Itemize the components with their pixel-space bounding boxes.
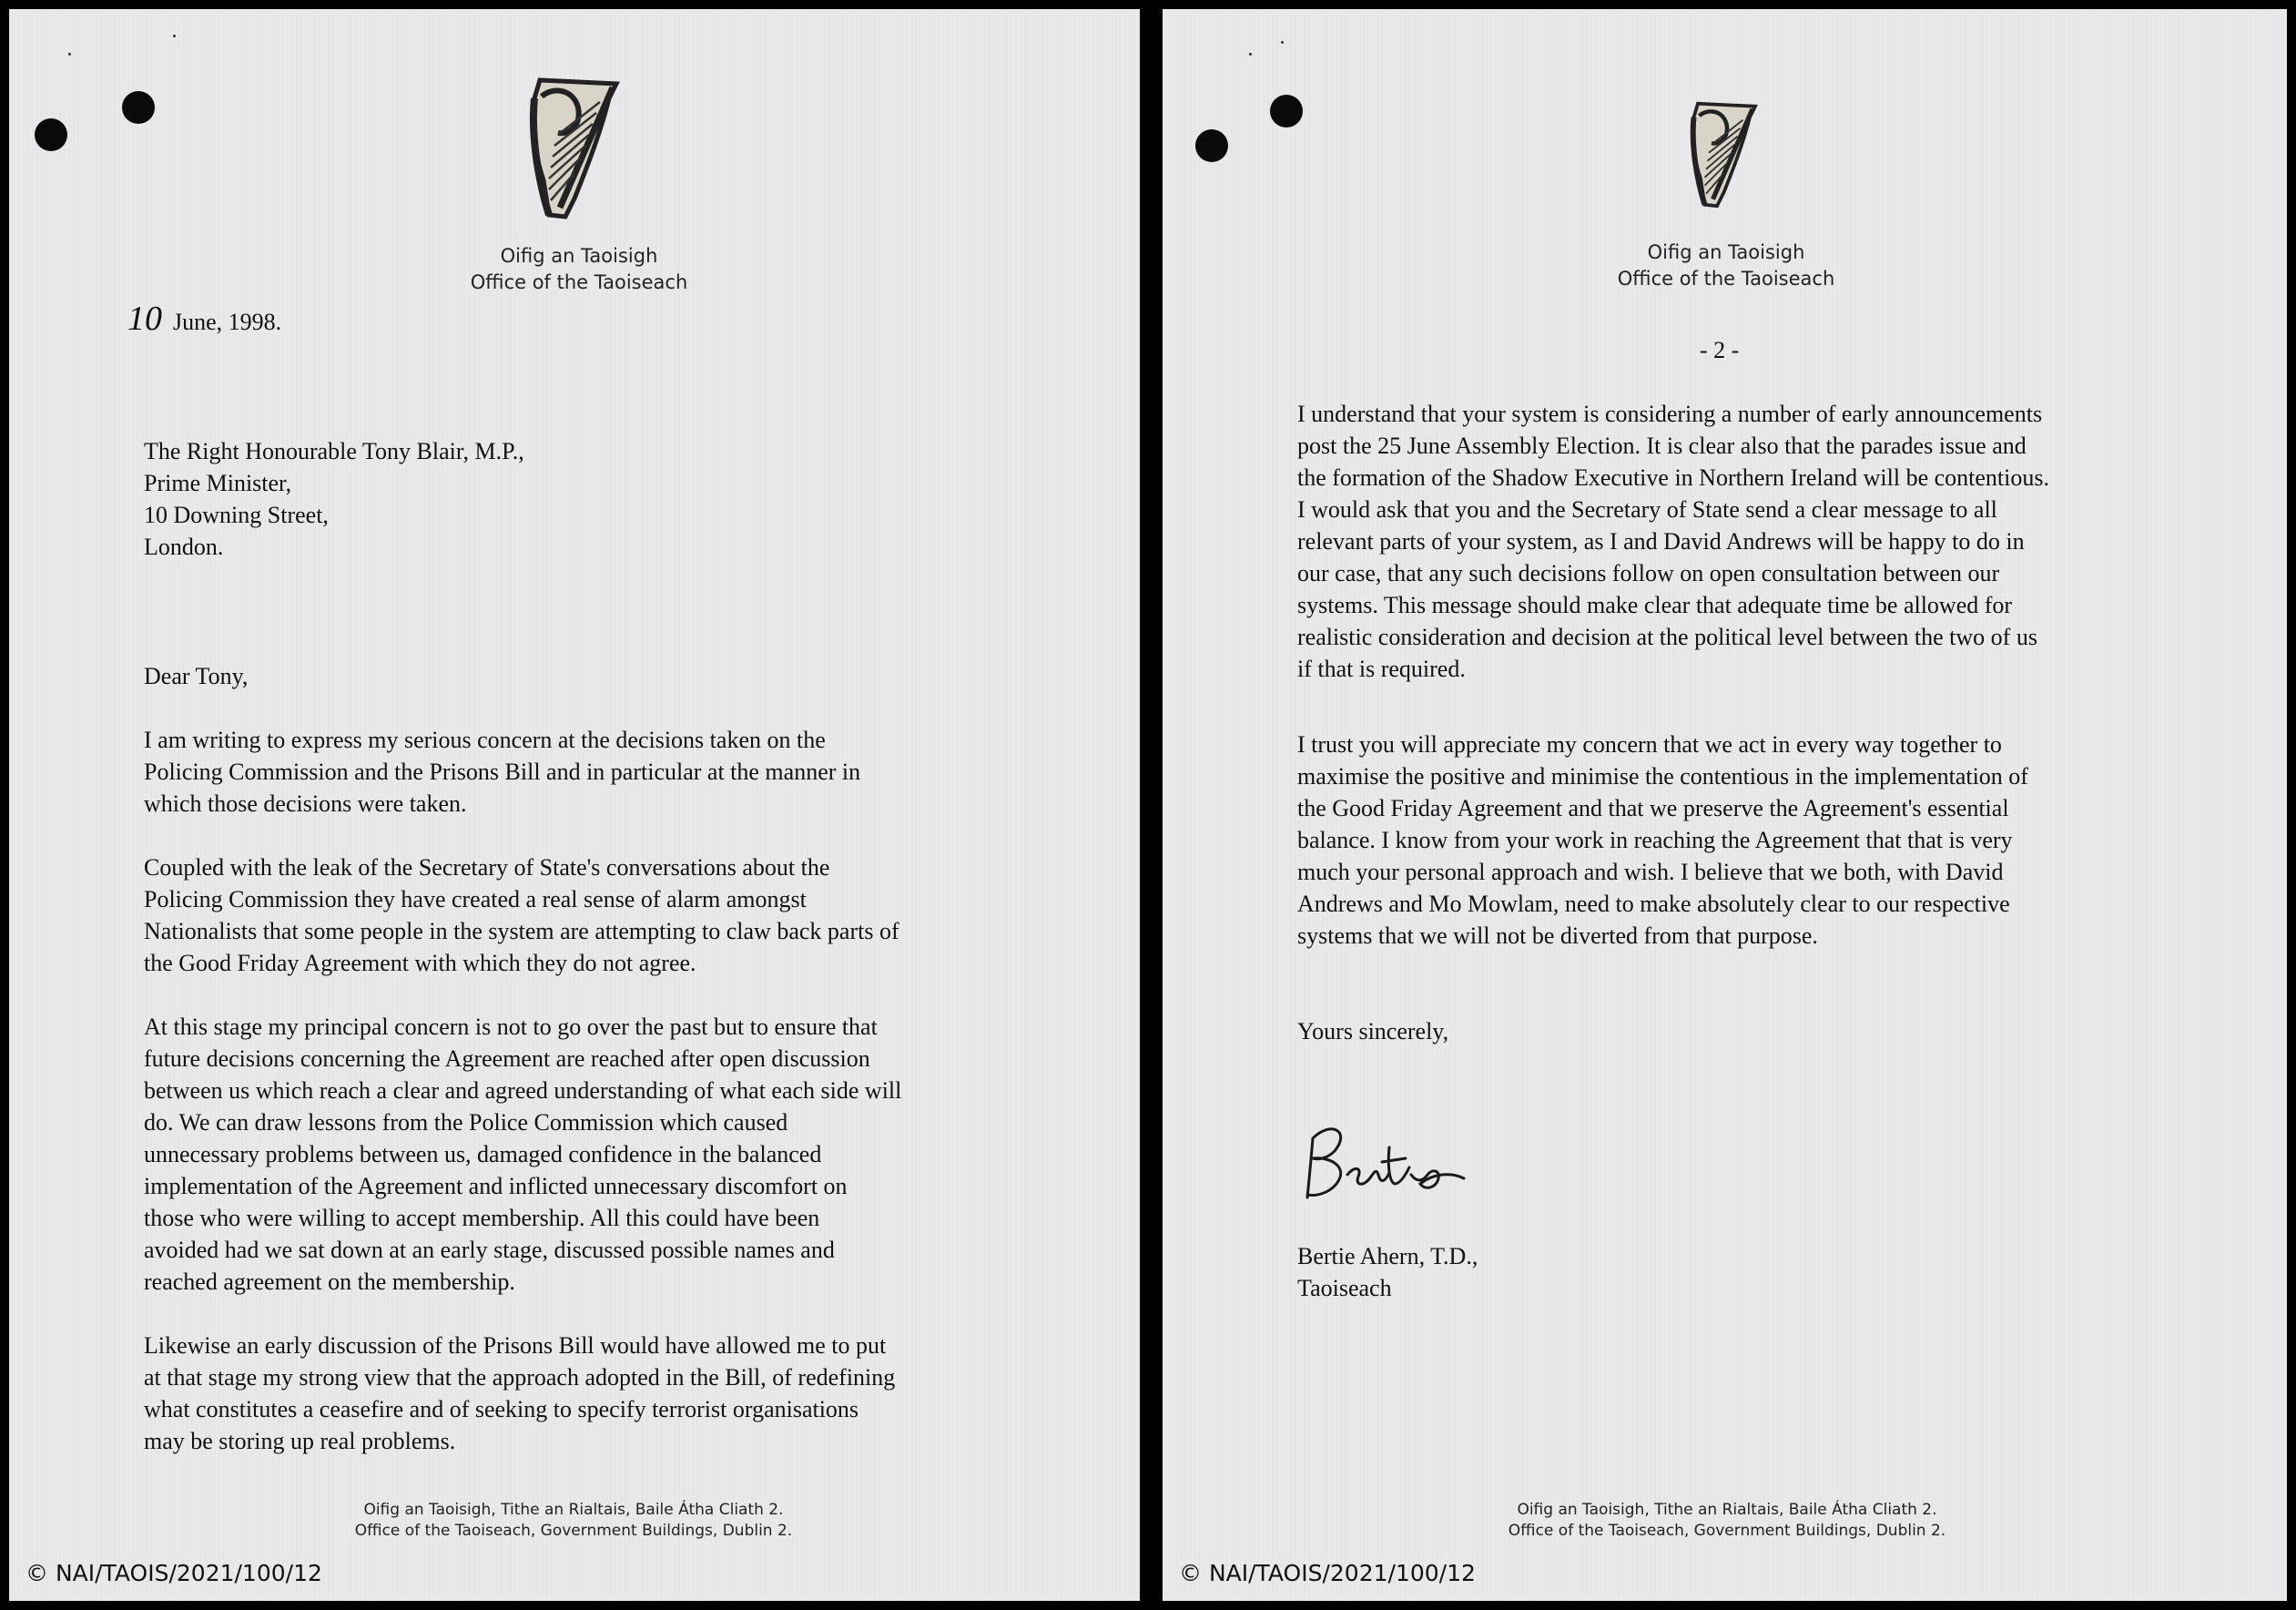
page1-paragraph-3 [144, 1011, 901, 1298]
letterhead-irish: Oifig an Taoisigh [1647, 241, 1805, 263]
text-line: Andrews and Mo Mowlam, need to make absolutely clear to our respective [1297, 891, 2010, 917]
punch-hole [35, 118, 67, 151]
date-day-handwritten: 10 [127, 300, 162, 338]
letterhead-irish: Oifig an Taoisigh [500, 245, 658, 267]
salutation [144, 660, 248, 692]
speck [1249, 53, 1252, 56]
addressee-line: The Right Honourable Tony Blair, M.P., [144, 438, 524, 464]
text-line: I am writing to express my serious concern at the decisions taken on the [144, 727, 826, 753]
page1-paragraph-2 [144, 851, 899, 979]
text-line: if that is required. [1297, 656, 1466, 682]
text-line: post the 25 June Assembly Election. It is clear also that the parades issue and [1297, 433, 2027, 459]
text-line: unnecessary problems between us, damaged confidence in the balanced [144, 1141, 822, 1167]
text-line: I would ask that you and the Secretary of State send a clear message to all [1297, 496, 1997, 523]
letter-date [127, 299, 281, 339]
text-line: those who were willing to accept membership. All this could have been [144, 1205, 820, 1231]
text-line: Nationalists that some people in the system are attempting to claw back parts of [144, 918, 899, 944]
letterhead [410, 243, 748, 296]
signature [1295, 1111, 1495, 1211]
signatory-name: Bertie Ahern, T.D., [1297, 1243, 1478, 1269]
harp-crest-icon [522, 71, 631, 226]
text-line: Likewise an early discussion of the Prisons Bill would have allowed me to put [144, 1332, 887, 1359]
text-line: the formation of the Shadow Executive in Northern Ireland will be contentious. [1297, 464, 2049, 491]
text-line: I trust you will appreciate my concern that we act in every way together to [1297, 731, 2002, 758]
footer-english: Office of the Taoiseach, Government Buildings, Dublin 2. [354, 1522, 793, 1540]
footer-irish: Oifig an Taoisigh, Tithe an Rialtais, Baile Átha Cliath 2. [363, 1501, 784, 1519]
text-line: balance. I know from your work in reaching the Agreement that that is very [1297, 827, 2013, 853]
text-line: realistic consideration and decision at the political level between the two of us [1297, 624, 2037, 650]
page2-paragraph-2 [1297, 729, 2028, 952]
text-line: which those decisions were taken. [144, 790, 467, 817]
text-line: systems that we will not be diverted from that purpose. [1297, 922, 1818, 949]
letter-page-2 [1163, 9, 2287, 1601]
signatory-title: Taoiseach [1297, 1275, 1392, 1301]
text-line: the Good Friday Agreement and that we preserve the Agreement's essential [1297, 795, 2009, 821]
punch-hole [122, 91, 155, 124]
footer-address [1463, 1500, 1991, 1542]
text-line: maximise the positive and minimise the contentious in the implementation of [1297, 763, 2028, 790]
text-line: I understand that your system is considering a number of early announcements [1297, 401, 2043, 427]
letterhead-english: Office of the Taoiseach [470, 271, 688, 293]
date-month-year: June, 1998. [173, 309, 282, 335]
text-line: At this stage my principal concern is not to go over the past but to ensure that [144, 1014, 878, 1040]
text-line: the Good Friday Agreement with which they do not agree. [144, 950, 696, 976]
text-line: Policing Commission and the Prisons Bill and in particular at the manner in [144, 759, 861, 785]
harp-crest-icon [1684, 91, 1766, 219]
speck [68, 53, 71, 56]
letter-page-1 [9, 9, 1140, 1601]
text-line: Coupled with the leak of the Secretary of State's conversations about the [144, 854, 830, 881]
text-line: do. We can draw lessons from the Police Commission which caused [144, 1109, 788, 1136]
text-line: much your personal approach and wish. I believe that we both, with David [1297, 859, 2004, 885]
text-line: at that stage my strong view that the approach adopted in the Bill, of redefining [144, 1364, 896, 1391]
text-line: between us which reach a clear and agreed understanding of what each side will [144, 1077, 902, 1104]
text-line: may be storing up real problems. [144, 1428, 456, 1454]
text-line: systems. This message should make clear that adequate time be allowed for [1297, 592, 2013, 618]
addressee-block [144, 435, 524, 563]
letterhead [1557, 239, 1895, 292]
page-number: - 2 - [1700, 337, 1740, 363]
letterhead-english: Office of the Taoiseach [1617, 268, 1835, 290]
punch-hole [1270, 95, 1303, 127]
closing [1297, 1015, 1448, 1047]
text-line: implementation of the Agreement and inflicted unnecessary discomfort on [144, 1173, 848, 1199]
archive-reference: © NAI/TAOIS/2021/100/12 [1179, 1560, 1476, 1586]
closing-text: Yours sincerely, [1297, 1018, 1449, 1044]
text-line: what constitutes a ceasefire and of seeking to specify terrorist organisations [144, 1396, 859, 1422]
page1-paragraph-1 [144, 724, 860, 820]
addressee-line: London. [144, 534, 224, 560]
speck [173, 35, 176, 37]
footer-irish: Oifig an Taoisigh, Tithe an Rialtais, Baile Átha Cliath 2. [1517, 1501, 1937, 1519]
signatory-block [1297, 1240, 1478, 1304]
page1-paragraph-4 [144, 1330, 895, 1457]
punch-hole [1195, 129, 1228, 162]
addressee-line: Prime Minister, [144, 470, 292, 496]
text-line: Policing Commission they have created a real sense of alarm amongst [144, 886, 807, 912]
addressee-line: 10 Downing Street, [144, 502, 329, 528]
footer-address [310, 1500, 838, 1542]
archive-reference: © NAI/TAOIS/2021/100/12 [25, 1560, 322, 1586]
text-line: our case, that any such decisions follow on open consultation between our [1297, 560, 2000, 586]
text-line: relevant parts of your system, as I and David Andrews will be happy to do in [1297, 528, 2025, 555]
text-line: future decisions concerning the Agreement are reached after open discussion [144, 1045, 870, 1072]
page2-paragraph-1 [1297, 398, 2049, 685]
text-line: avoided had we sat down at an early stage, discussed possible names and [144, 1237, 835, 1263]
speck [1281, 41, 1284, 44]
footer-english: Office of the Taoiseach, Government Buildings, Dublin 2. [1508, 1522, 1946, 1540]
text-line: reached agreement on the membership. [144, 1269, 515, 1295]
salutation-text: Dear Tony, [144, 663, 249, 689]
